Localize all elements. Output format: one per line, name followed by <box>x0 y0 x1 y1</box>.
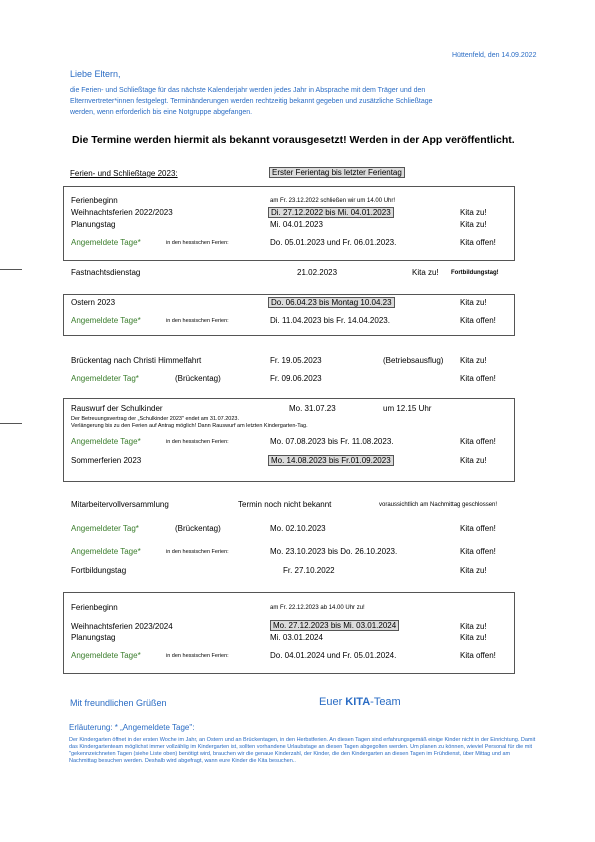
intro-line: die Ferien- und Schließtage für das nächste Kalenderjahr werden jedes Jahr in Absprache mit dem Träger und den <box>70 87 426 94</box>
date: Mi. 04.01.2023 <box>270 220 323 229</box>
row-label: Angemeldete Tage* <box>71 437 141 446</box>
date-range: Do. 05.01.2023 und Fr. 06.01.2023. <box>270 238 397 247</box>
row-note: in den hessischen Ferien: <box>166 240 229 246</box>
row-label: Fortbildungstag <box>71 566 127 575</box>
date: Fr. 09.06.2023 <box>270 374 322 383</box>
status: Kita offen! <box>460 238 496 247</box>
row-label: Planungstag <box>71 633 116 642</box>
status: Kita offen! <box>460 437 496 446</box>
status: Kita zu! <box>460 566 487 575</box>
team-suffix: -Team <box>370 696 401 708</box>
row-note: in den hessischen Ferien: <box>166 549 229 555</box>
status: Kita zu! <box>460 298 487 307</box>
status: Kita zu! <box>460 208 487 217</box>
status: Kita offen! <box>460 547 496 556</box>
date: 21.02.2023 <box>297 268 338 277</box>
row-label: Weihnachtsferien 2023/2024 <box>71 622 173 631</box>
row-note: in den hessischen Ferien: <box>166 318 229 324</box>
row-note: am Fr. 23.12.2022 schließen wir um 14.00 Uhr! <box>270 198 396 204</box>
status: Kita zu! <box>460 633 487 642</box>
row-label: Mitarbeitervollversammlung <box>71 500 169 509</box>
notice-heading: Die Termine werden hiermit als bekannt vorausgesetzt! Werden in der App veröffentlicht. <box>72 134 515 146</box>
row-label: Rauswurf der Schulkinder <box>71 404 163 413</box>
status: Kita offen! <box>460 651 496 660</box>
row-label: Angemeldeter Tag* <box>71 374 139 383</box>
status: Kita offen! <box>460 374 496 383</box>
row-note: in den hessischen Ferien: <box>166 653 229 659</box>
intro-line: werden, wenn erforderlich bis eine Notgruppe abgefangen. <box>70 109 253 116</box>
row-label: Ostern 2023 <box>71 298 116 307</box>
margin-mark <box>0 423 22 424</box>
date-range: Do. 04.01.2024 und Fr. 05.01.2024. <box>270 651 397 660</box>
team-prefix: Euer <box>319 696 346 708</box>
date-range: Mo. 14.08.2023 bis Fr.01.09.2023 <box>268 455 394 466</box>
section-title: Ferien- und Schließtage 2023: <box>70 169 178 178</box>
team-signature <box>319 696 401 708</box>
date-range: Mo. 23.10.2023 bis Do. 26.10.2023. <box>270 547 398 556</box>
row-label: Angemeldete Tage* <box>71 316 141 325</box>
row-note: in den hessischen Ferien: <box>166 439 229 445</box>
row-note: Fortbildungstag! <box>451 270 499 276</box>
status: Kita zu! <box>460 456 487 465</box>
row-label: Angemeldete Tage* <box>71 651 141 660</box>
team-name: KITA <box>345 696 371 708</box>
row-label: Angemeldeter Tag* <box>71 524 139 533</box>
status: Kita zu! <box>460 356 487 365</box>
date-range: Di. 27.12.2022 bis Mi. 04.01.2023 <box>268 207 394 218</box>
date: Termin noch nicht bekannt <box>238 500 332 509</box>
row-label: Planungstag <box>71 220 116 229</box>
row-note: am Fr. 22.12.2023 ab 14.00 Uhr zu! <box>270 605 365 611</box>
row-label: Sommerferien 2023 <box>71 456 142 465</box>
date: Fr. 27.10.2022 <box>283 566 335 575</box>
date-range: Mo. 07.08.2023 bis Fr. 11.08.2023. <box>270 437 394 446</box>
row-label: Angemeldete Tage* <box>71 547 141 556</box>
row-label: Fastnachtsdienstag <box>71 268 141 277</box>
time: um 12.15 Uhr <box>383 404 432 413</box>
intro-line: Elternvertreter*innen festgelegt. Terminänderungen werden rechtzeitig bekannt gegeben und zusätzliche Schließtage <box>70 98 433 105</box>
row-label: Ferienbeginn <box>71 603 118 612</box>
status: Kita offen! <box>460 316 496 325</box>
row-note: (Brückentag) <box>175 374 221 383</box>
row-label: Brückentag nach Christi Himmelfahrt <box>71 356 202 365</box>
status: Kita zu! <box>460 622 487 631</box>
date: Mo. 31.07.23 <box>289 404 336 413</box>
status: Kita zu! <box>460 220 487 229</box>
row-label: Ferienbeginn <box>71 196 118 205</box>
greeting: Liebe Eltern, <box>70 69 121 79</box>
row-note: (Betriebsausflug) <box>383 356 444 365</box>
date-range: Di. 11.04.2023 bis Fr. 14.04.2023. <box>270 316 390 325</box>
status: Kita zu! <box>412 268 439 277</box>
date: Fr. 19.05.2023 <box>270 356 322 365</box>
closing-greeting: Mit freundlichen Grüßen <box>70 698 167 708</box>
date-range: Mo. 27.12.2023 bis Mi. 03.01.2024 <box>270 620 399 631</box>
date-range: Do. 06.04.23 bis Montag 10.04.23 <box>268 297 395 308</box>
row-note: (Brückentag) <box>175 524 221 533</box>
explanation-title: Erläuterung: * „Angemeldete Tage": <box>69 723 195 732</box>
date: Mi. 03.01.2024 <box>270 633 323 642</box>
status: Kita offen! <box>460 524 496 533</box>
date-line: Hüttenfeld, den 14.09.2022 <box>452 52 537 59</box>
row-label: Angemeldete Tage* <box>71 238 141 247</box>
date: Mo. 02.10.2023 <box>270 524 326 533</box>
row-label: Weihnachtsferien 2022/2023 <box>71 208 173 217</box>
row-note: Der Betreuungsvertrag der „Schulkinder 2023" endet am 31.07.2023. <box>71 416 239 422</box>
margin-mark <box>0 269 22 270</box>
explanation-text: Der Kindergarten öffnet in der ersten Woche im Jahr, an Ostern und an Brückentagen, in den Herbstferien. An diesen Tagen sind erfahrungsgemäß einige Kinder nicht in der Einrichtung. Damit das Kindergartenteam möglichst immer vollzählig im Kindergarten ist, sollten vorhandene Urlaubstage an diesen Tagen abgegolten werden. Um planen zu können, wieviel Personal für die mit "gekennzeichneten Tagen (siehe Liste oben) benötigt wird, brauchen wir die genaue Kinderzahl, der Kinder, die den Kindergarten an diesen Tagen im Frühdienst, über Mittag und am Nachmittag besuchen werden. Deshalb wird abgefragt, wann eure Kinder die Kita besuchen.. <box>69 737 536 764</box>
row-note: voraussichtlich am Nachmittag geschlossen! <box>379 502 498 508</box>
column-header: Erster Ferientag bis letzter Ferientag <box>269 167 405 178</box>
row-note: Verlängerung bis zu den Ferien auf Antrag möglich! Dann Rauswurf am letzten Kindergarten-Tag. <box>71 423 308 429</box>
